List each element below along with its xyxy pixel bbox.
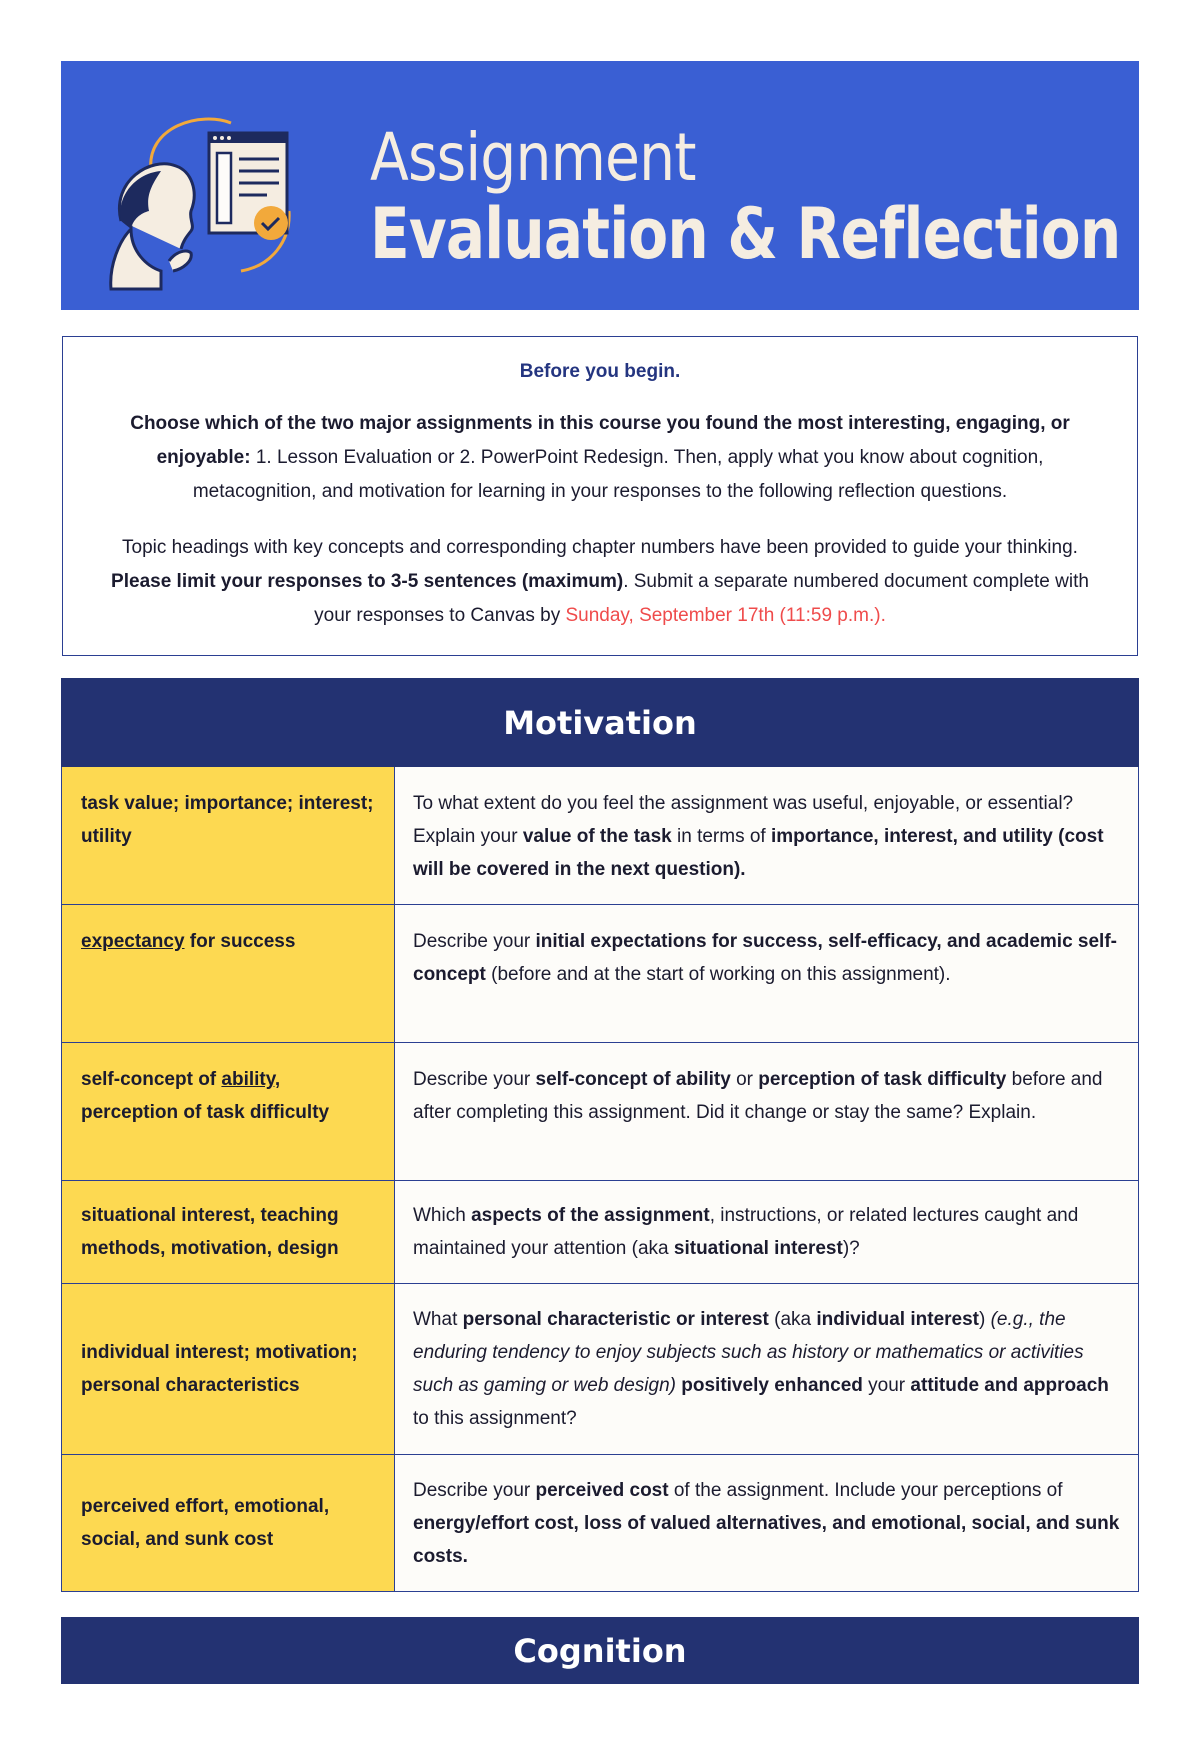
table-row (62, 1284, 1138, 1455)
q-text: to this assignment? (413, 1408, 577, 1429)
row-question (395, 905, 1138, 1042)
section-header-cognition (61, 1617, 1139, 1684)
topic-text: perception of task difficulty (81, 1102, 330, 1123)
q-emphasis: personal characteristic or interest (462, 1309, 769, 1330)
q-text: Describe your (413, 931, 536, 952)
section-title: Motivation (503, 703, 697, 742)
row-topic-text: perceived effort, emotional, social, and sunk cost (81, 1496, 330, 1550)
q-emphasis: situational interest (673, 1238, 843, 1259)
q-text: of the assignment. Include your perceptions of (668, 1479, 1063, 1501)
topic-text: for success (184, 931, 296, 952)
q-emphasis: value of the task (522, 826, 672, 847)
row-topic-text: task value; importance; interest; utility (81, 793, 374, 847)
topic-underlined: ability, (221, 1069, 281, 1090)
row-question-text (413, 1474, 1120, 1573)
q-emphasis: attitude and approach (910, 1375, 1109, 1396)
q-text: ) (979, 1309, 991, 1330)
row-question-text (413, 1063, 1120, 1129)
instructions-text: Topic headings with key concepts and corresponding chapter numbers have been provided to guide your thinking. (122, 537, 1078, 558)
q-emphasis: self-concept of ability (535, 1069, 731, 1090)
row-question (395, 1284, 1138, 1454)
instructions-heading: Before you begin. (519, 361, 681, 382)
due-date: Sunday, September 17th (11:59 p.m.). (565, 605, 886, 626)
table-row (62, 1181, 1138, 1284)
title-line-2: Evaluation & Reflection (370, 193, 1121, 275)
title-line-1: Assignment (370, 119, 696, 196)
q-text: Describe your (413, 1479, 536, 1501)
q-text: or (730, 1069, 759, 1090)
row-question-text (413, 787, 1120, 886)
q-text: , instructions, or related lectures caught and maintained your attention (aka (413, 1205, 1079, 1259)
row-question (395, 1043, 1138, 1180)
instructions-paragraph-2 (93, 531, 1107, 633)
row-question (395, 767, 1138, 904)
table-row (62, 1043, 1138, 1181)
section-title: Cognition (513, 1631, 687, 1670)
section-header-motivation (61, 678, 1139, 767)
q-text: Which (413, 1205, 472, 1226)
q-text: your (862, 1375, 911, 1396)
instructions-box (62, 336, 1138, 656)
row-question (395, 1455, 1138, 1591)
table-row (62, 767, 1138, 905)
instructions-text: 1. Lesson Evaluation or 2. PowerPoint Redesign. Then, apply what you know about cognition, metacognition, and motivation for learning in your responses to the following reflection questions. (192, 447, 1044, 502)
q-emphasis: individual interest (816, 1309, 979, 1330)
row-topic-text (81, 1063, 329, 1129)
q-emphasis: perceived cost (535, 1479, 669, 1501)
q-text: (before and at the start of working on this assignment). (485, 964, 951, 985)
row-topic (62, 1043, 395, 1180)
row-topic-text (81, 925, 295, 958)
instructions-paragraph-1 (93, 407, 1107, 509)
row-question (395, 1181, 1138, 1283)
instructions-emphasis: Choose which of the two major assignments in this course you found the most interesting, engaging, or enjoyable: (130, 413, 1070, 468)
row-topic-text: individual interest; motivation; personal characteristics (81, 1342, 358, 1396)
length-limit-note: Please limit your responses to 3-5 sentences (maximum) (111, 571, 624, 592)
q-emphasis: perception of task difficulty (758, 1069, 1007, 1090)
table-row (62, 1455, 1138, 1592)
q-text: Describe your (413, 1069, 536, 1090)
row-topic-text: situational interest, teaching methods, motivation, design (81, 1205, 339, 1259)
topic-underlined: expectancy (81, 931, 185, 952)
q-text: What (413, 1309, 463, 1330)
q-text: )? (842, 1238, 860, 1259)
q-emphasis: initial expectations for success, self-efficacy, and academic self-concept (413, 931, 1117, 985)
motivation-table (61, 767, 1139, 1592)
person-checklist-illustration-icon (91, 101, 301, 291)
topic-text: self-concept of (81, 1069, 222, 1090)
q-emphasis: energy/effort cost, loss of valued alternatives, and emotional, social, and sunk costs. (413, 1512, 1120, 1567)
row-question-text (413, 1303, 1120, 1435)
q-emphasis: importance, interest, and utility (cost will be covered in the next question). (413, 826, 1104, 880)
row-topic (62, 1284, 395, 1454)
row-topic (62, 905, 395, 1042)
q-text: To what extent do you feel the assignment was useful, enjoyable, or essential? Explain your (413, 793, 1074, 847)
q-example: (e.g., the enduring tendency to enjoy subjects such as history or mathematics or activities such as gaming or web design) (413, 1309, 1084, 1396)
q-text: in terms of (671, 826, 771, 847)
q-text: (aka (768, 1309, 817, 1330)
q-text: before and after completing this assignment. Did it change or stay the same? Explain. (413, 1069, 1103, 1123)
table-row (62, 905, 1138, 1043)
header-banner (61, 61, 1139, 310)
q-emphasis: positively enhanced (681, 1375, 863, 1396)
row-topic (62, 1455, 395, 1591)
row-topic (62, 1181, 395, 1283)
instructions-text: . Submit a separate numbered document complete with your responses to Canvas by (314, 571, 1089, 626)
row-question-text (413, 925, 1120, 991)
q-emphasis: aspects of the assignment (471, 1205, 710, 1226)
row-question-text (413, 1199, 1120, 1265)
row-topic (62, 767, 395, 904)
